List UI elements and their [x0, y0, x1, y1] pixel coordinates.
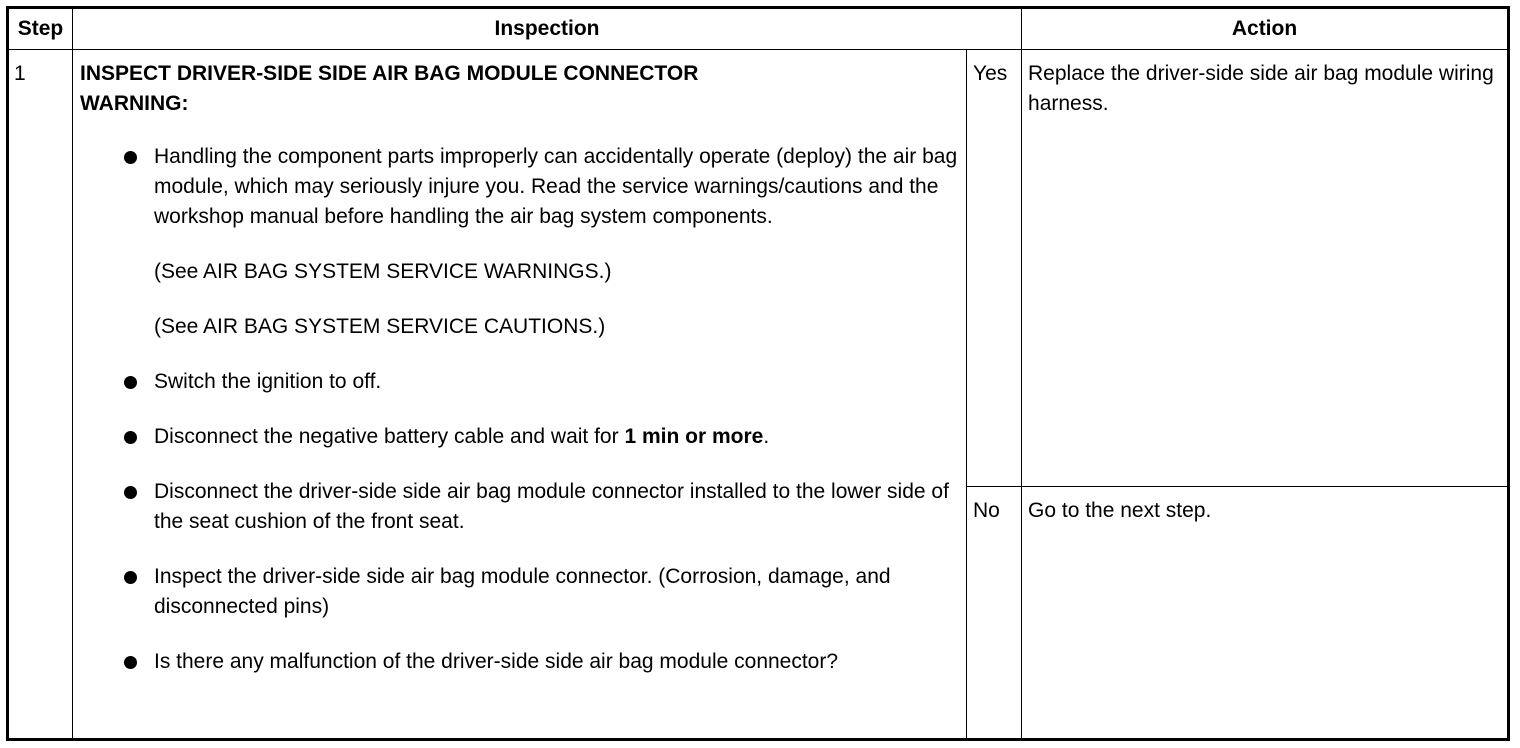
see-cautions-ref: (See AIR BAG SYSTEM SERVICE CAUTIONS.) [154, 315, 606, 338]
list-item [154, 422, 958, 452]
bullet-emphasis: 1 min or more [624, 425, 764, 448]
header-inspection: Inspection [73, 8, 1022, 50]
bullet-icon [124, 376, 137, 389]
bullet-text: Inspect the driver-side side air bag module connector. (Corrosion, damage, and disconnected pins) [154, 565, 891, 618]
header-action: Action [1022, 8, 1509, 50]
table-row [8, 50, 1509, 487]
bullet-text: Is there any malfunction of the driver-side side air bag module connector? [154, 650, 839, 673]
list-item [154, 367, 958, 397]
bullet-icon [124, 486, 137, 499]
header-row [8, 8, 1509, 50]
inspection-bullets [80, 142, 958, 677]
step-number: 1 [8, 50, 73, 740]
inspection-title-line1: INSPECT DRIVER-SIDE SIDE AIR BAG MODULE CONNECTOR [80, 62, 699, 85]
bullet-icon [124, 431, 137, 444]
action-yes: Replace the driver-side side air bag module wiring harness. [1022, 50, 1509, 487]
answer-yes: Yes [967, 50, 1022, 487]
bullet-text: Disconnect the negative battery cable and wait for [154, 425, 625, 448]
inspection-title [80, 59, 958, 119]
bullet-text: Disconnect the driver-side side air bag module connector installed to the lower side of the seat cushion of the front seat. [154, 480, 949, 533]
bullet-icon [124, 151, 137, 164]
bullet-icon [124, 656, 137, 669]
action-no: Go to the next step. [1022, 487, 1509, 740]
header-step: Step [8, 8, 73, 50]
list-item [154, 142, 958, 342]
see-warnings-ref: (See AIR BAG SYSTEM SERVICE WARNINGS.) [154, 260, 612, 283]
bullet-icon [124, 571, 137, 584]
bullet-text: Switch the ignition to off. [154, 370, 382, 393]
list-item [154, 647, 958, 677]
list-item [154, 477, 958, 537]
procedure-table [6, 6, 1510, 741]
bullet-text: Handling the component parts improperly can accidentally operate (deploy) the air bag module, which may seriously injure you. Read the service warnings/cautions and the workshop manual before handling the air bag system components. [154, 145, 958, 228]
answer-no: No [967, 487, 1022, 740]
list-item [154, 562, 958, 622]
inspection-cell [73, 50, 967, 740]
bullet-text-end: . [763, 425, 770, 448]
warning-label: WARNING: [80, 92, 189, 115]
